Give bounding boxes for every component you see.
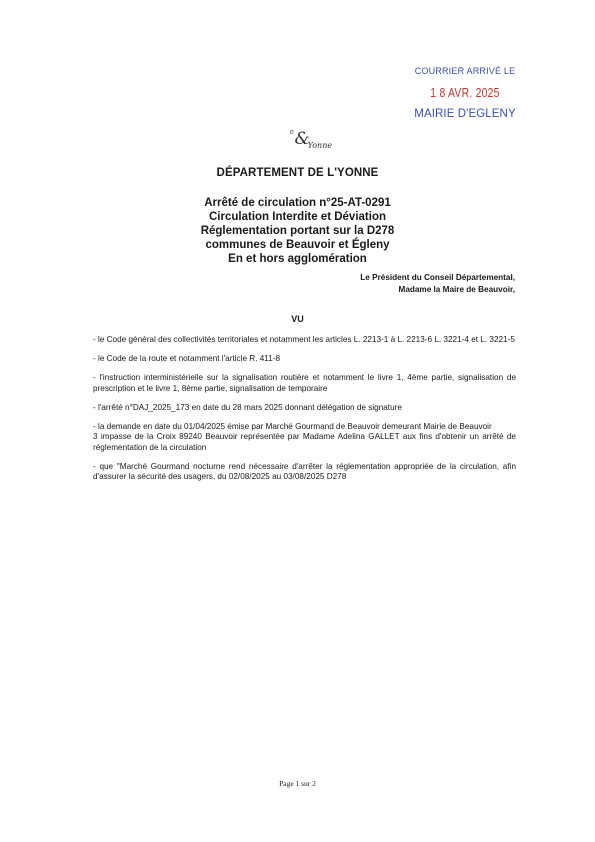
considerant-item: - le Code de la route et notamment l'article R. 411-8	[93, 354, 281, 363]
arrete-subject: Circulation Interdite et Déviation	[209, 211, 386, 223]
arrete-regulation: Réglementation portant sur la D278	[200, 225, 395, 237]
stamp-received-label: COURRIER ARRIVÉ LE	[414, 66, 516, 76]
yonne-logo-word: Yonne	[307, 141, 333, 150]
considerant-item: - le Code général des collectivités territoriales et notamment les articles L. 2213-1 à L. 2213-6 L. 3221-4 et L. 3221-5	[93, 335, 515, 344]
stamp-date: 1 8 AVR. 2025	[430, 85, 500, 100]
arrete-communes: communes de Beauvoir et Égleny	[205, 239, 390, 251]
arrete-title-block	[0, 196, 595, 266]
arrete-scope: En et hors agglomération	[228, 253, 367, 265]
signatory-president: Le Président du Conseil Départemental,	[360, 273, 515, 282]
considerant-item: - l'instruction interministérielle sur la signalisation routière et notamment le livre 1, 4ème partie, signalisation de prescription et le livre 1, 8ème partie, signalisation de temporaire	[93, 373, 516, 393]
stamp-mairie: MAIRIE D'EGLENY	[414, 108, 516, 120]
considerant-item: - l'arrêté n°DAJ_2025_173 en date du 28 mars 2025 donnant délégation de signature	[93, 402, 402, 412]
vu-heading: VU	[291, 314, 304, 324]
considerants-list	[93, 335, 516, 491]
considerant-item: - la demande en date du 01/04/2025 émise par Marché Gourmand de Beauvoir demeurant Mairie de Beauvoir 3 impasse de la Croix 89240 Beauvoir représentée par Madame Adelina GALLET aux fins d'obtenir un arrêté de réglementation de la circulation	[93, 421, 516, 452]
yonne-logo-glyph: ﾟ&	[286, 129, 310, 149]
page-number: Page 1 sur 2	[279, 779, 316, 788]
arrival-stamp	[400, 66, 530, 120]
department-title: DÉPARTEMENT DE L'YONNE	[216, 167, 379, 179]
yonne-logo	[286, 124, 334, 149]
signatory-block	[360, 272, 515, 296]
considerant-item: - que "Marché Gourmand nocturne rend nécessaire d'arrêter la réglementation appropriée de la circulation, afin d'assurer la sécurité des usagers, du 02/08/2025 au 03/08/2025 D278	[93, 461, 516, 481]
arrete-number: Arrêté de circulation n°25-AT-0291	[204, 197, 391, 209]
signatory-maire: Madame la Maire de Beauvoir,	[398, 285, 515, 294]
